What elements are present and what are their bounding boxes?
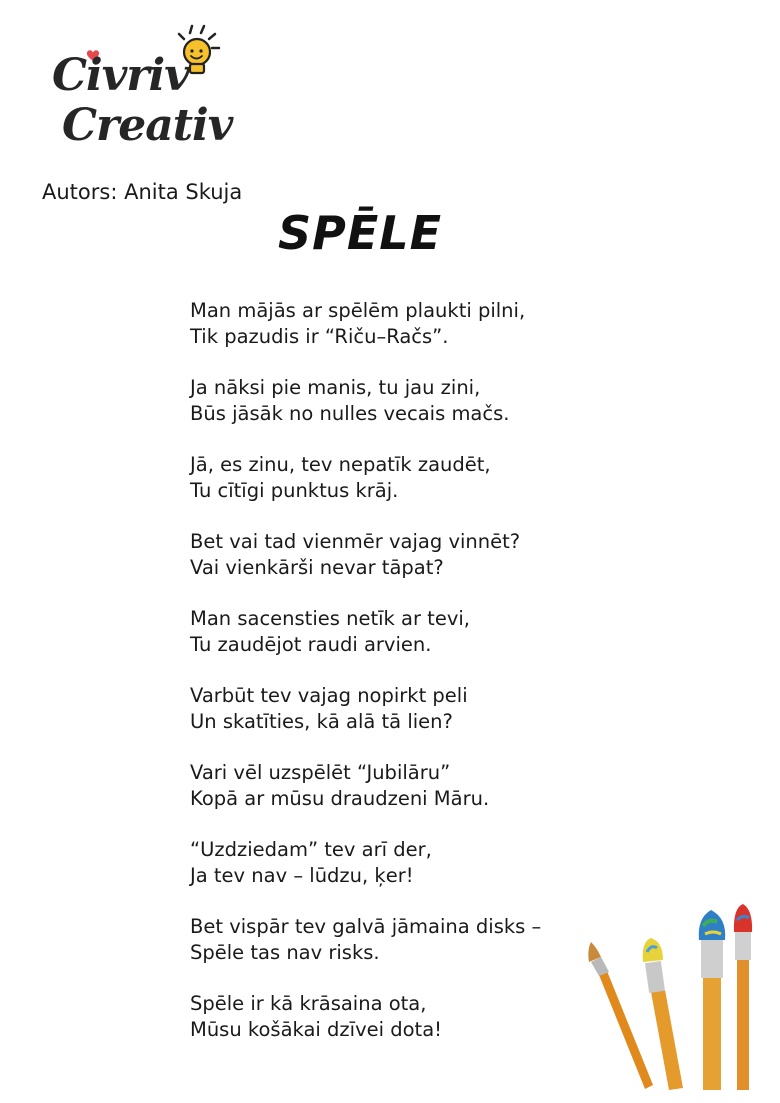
poem-line: Man sacensties netīk ar tevi, [190,607,470,630]
poem-line: Ja tev nav – lūdzu, ķer! [190,863,414,887]
poem-line: Varbūt tev vajag nopirkt peli [190,684,468,707]
poem-line: Spēle ir kā krāsaina ota, [190,992,427,1015]
poem-line: “Uzdziedam” tev arī der, [190,838,432,861]
poem-line: Vari vēl uzspēlēt “Jubilāru” [190,761,451,784]
stanza [190,991,541,1042]
stanza [190,298,541,349]
poem-line: Vai vienkārši nevar tāpat? [190,555,444,579]
poem-line: Bet vai tad vienmēr vajag vinnēt? [190,530,521,553]
stanza [190,914,541,965]
poem-line: Spēle tas nav risks. [190,940,380,964]
stanza [190,683,541,734]
poem-line: Jā, es zinu, tev nepatīk zaudēt, [190,453,491,476]
logo-word-creativ: Creativ [62,100,233,151]
poem-line: Bet vispār tev galvā jāmaina disks – [190,915,542,938]
stanza [190,760,541,811]
stanza [190,375,541,426]
poem-line: Kopā ar mūsu draudzeni Māru. [190,786,490,810]
stanza [190,837,541,888]
poem-line: Mūsu košākai dzīvei dota! [190,1017,442,1041]
poem-line: Ja nāksi pie manis, tu jau zini, [190,376,481,399]
poem-line: Un skatīties, kā alā tā lien? [190,709,453,733]
paintbrush-red [734,904,752,1090]
paintbrush-yellow [643,938,683,1090]
author-line: Autors: Anita Skuja [42,180,243,204]
paintbrushes-illustration [585,900,760,1095]
logo-word-civriv: Civriv [52,50,189,101]
paintbrush-blue-green [699,910,725,1090]
poem-body [190,298,541,1068]
poem-line: Tik pazudis ir “Riču–Račs”. [190,324,449,348]
poem-title: SPĒLE [277,206,442,260]
stanza [190,529,541,580]
poem-line: Tu zaudējot raudi arvien. [190,632,432,656]
civriv-creativ-logo [50,22,233,162]
poem-line: Man mājās ar spēlēm plaukti pilni, [190,299,526,322]
paintbrush-orange [588,942,653,1089]
poem-line: Tu cītīgi punktus krāj. [190,478,399,502]
stanza [190,452,541,503]
stanza [190,606,541,657]
poem-line: Būs jāsāk no nulles vecais mačs. [190,401,510,425]
